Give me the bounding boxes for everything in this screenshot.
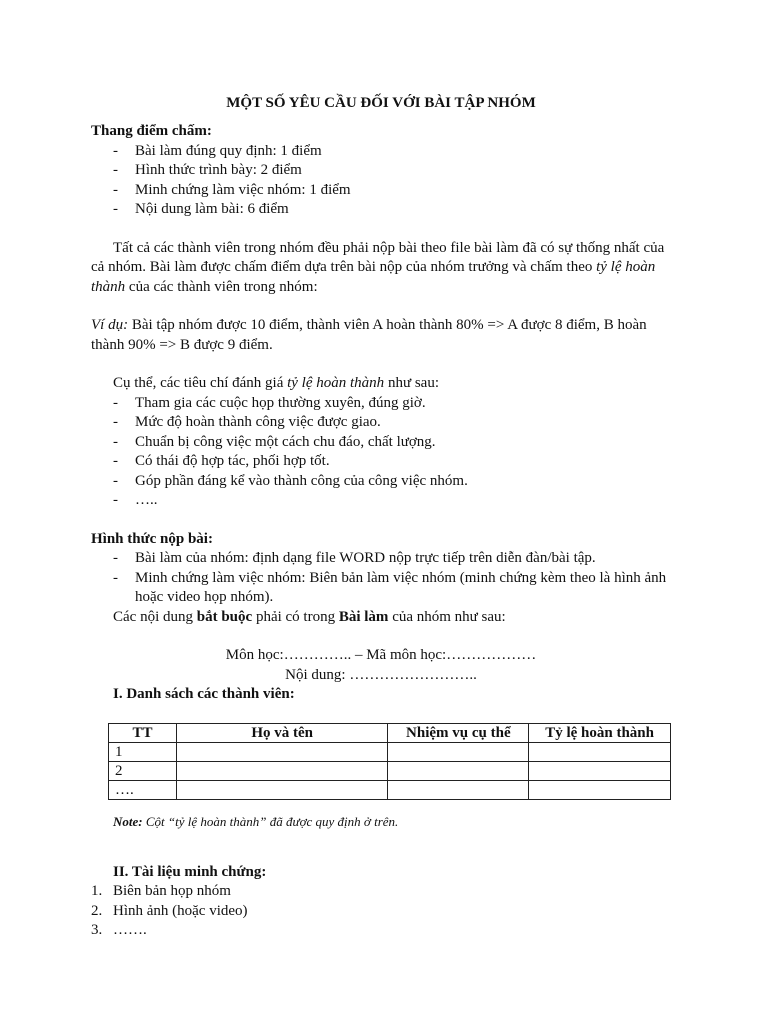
note-label: Note:	[113, 813, 143, 829]
table-cell	[176, 742, 388, 761]
submission-list	[91, 549, 671, 608]
list-item: - …..	[91, 491, 671, 511]
note-text: Cột “tỷ lệ hoàn thành” đã được quy định ở trên.	[142, 813, 399, 829]
example-label: Ví dụ:	[91, 317, 129, 333]
table-note	[113, 813, 671, 831]
list-item: - Góp phần đáng kể vào thành công của công việc nhóm.	[91, 472, 671, 492]
list-item: - Minh chứng làm việc nhóm: 1 điểm	[91, 181, 671, 201]
list-item	[91, 882, 671, 902]
grading-list	[91, 142, 671, 220]
required-text-end: của nhóm như sau:	[388, 608, 506, 625]
list-item: - Chuẩn bị công việc một cách chu đáo, chất lượng.	[91, 433, 671, 453]
column-header-name: Họ và tên	[176, 723, 388, 742]
content-line: Nội dung: ……………………..	[285, 666, 477, 683]
list-number: 1.	[91, 883, 103, 899]
intro-paragraph	[91, 239, 671, 298]
criteria-lead	[91, 374, 671, 394]
table-cell	[529, 742, 671, 761]
example-text: Bài tập nhóm được 10 điểm, thành viên A hoàn thành 80% => A được 8 điểm, B hoàn thành 90% => B được 9 điểm.	[91, 317, 647, 353]
table-cell	[388, 761, 529, 780]
list-item: - Bài làm đúng quy định: 1 điểm	[91, 142, 671, 162]
intro-text: Tất cả các thành viên trong nhóm đều phải nộp bài theo file bài làm đã có sự thống nhất của cả nhóm. Bài làm được chấm điểm dựa trên bài nộp của nhóm trưởng và chấm theo	[91, 239, 665, 275]
column-header-tt: TT	[109, 723, 177, 742]
required-content-line	[91, 608, 671, 628]
column-header-rate: Tỷ lệ hoàn thành	[529, 723, 671, 742]
table-cell	[388, 780, 529, 799]
list-text: …….	[113, 922, 147, 938]
table-cell: 2	[109, 761, 177, 780]
intro-italic: tỷ lệ hoàn thành	[91, 259, 656, 295]
list-item	[91, 902, 671, 922]
criteria-list	[91, 394, 671, 511]
table-cell	[176, 761, 388, 780]
criteria-lead-text: Cụ thể, các tiêu chí đánh giá	[113, 375, 288, 391]
required-text: Các nội dung	[113, 608, 197, 625]
submission-heading: Hình thức nộp bài:	[91, 530, 213, 547]
list-item: - Tham gia các cuộc họp thường xuyên, đúng giờ.	[91, 394, 671, 414]
document-title: MỘT SỐ YÊU CẦU ĐỐI VỚI BÀI TẬP NHÓM	[226, 95, 536, 111]
table-cell: 1	[109, 742, 177, 761]
evidence-list	[91, 882, 671, 941]
table-row	[109, 761, 671, 780]
table-row	[109, 742, 671, 761]
criteria-lead-italic: tỷ lệ hoàn thành	[287, 375, 385, 391]
required-text-mid: phải có trong	[252, 608, 339, 625]
list-item: - Có thái độ hợp tác, phối hợp tốt.	[91, 452, 671, 472]
list-text: Hình ảnh (hoặc video)	[113, 902, 248, 919]
table-cell	[529, 761, 671, 780]
intro-text-end: của các thành viên trong nhóm:	[125, 278, 318, 295]
example-paragraph	[91, 316, 671, 355]
list-item: - Hình thức trình bày: 2 điểm	[91, 161, 671, 181]
list-number: 2.	[91, 902, 103, 919]
table-cell	[388, 742, 529, 761]
list-item: - Nội dung làm bài: 6 điểm	[91, 200, 671, 220]
required-bold-2: Bài làm	[338, 608, 389, 625]
table-cell	[176, 780, 388, 799]
list-item: - Bài làm của nhóm: định dạng file WORD nộp trực tiếp trên diễn đàn/bài tập.	[91, 549, 671, 569]
list-item: - Mức độ hoàn thành công việc được giao.	[91, 413, 671, 433]
evidence-heading: II. Tài liệu minh chứng:	[113, 863, 267, 880]
list-number: 3.	[91, 922, 103, 938]
criteria-lead-end: như sau:	[384, 375, 439, 391]
members-table	[108, 723, 671, 800]
list-item: - Minh chứng làm việc nhóm: Biên bản làm việc nhóm (minh chứng kèm theo là hình ảnh hoặc video họp nhóm).	[91, 569, 671, 608]
grading-heading: Thang điểm chấm:	[91, 123, 212, 139]
column-header-task: Nhiệm vụ cụ thể	[388, 723, 529, 742]
list-item	[91, 921, 671, 941]
table-row	[109, 780, 671, 799]
members-heading: I. Danh sách các thành viên:	[113, 686, 295, 702]
required-bold: bắt buộc	[196, 608, 253, 625]
table-cell: ….	[109, 780, 177, 799]
subject-line: Môn học:………….. – Mã môn học:………………	[225, 647, 537, 663]
document-page	[91, 94, 671, 941]
table-cell	[529, 780, 671, 799]
list-text: Biên bản họp nhóm	[113, 883, 231, 899]
table-header-row	[109, 723, 671, 742]
